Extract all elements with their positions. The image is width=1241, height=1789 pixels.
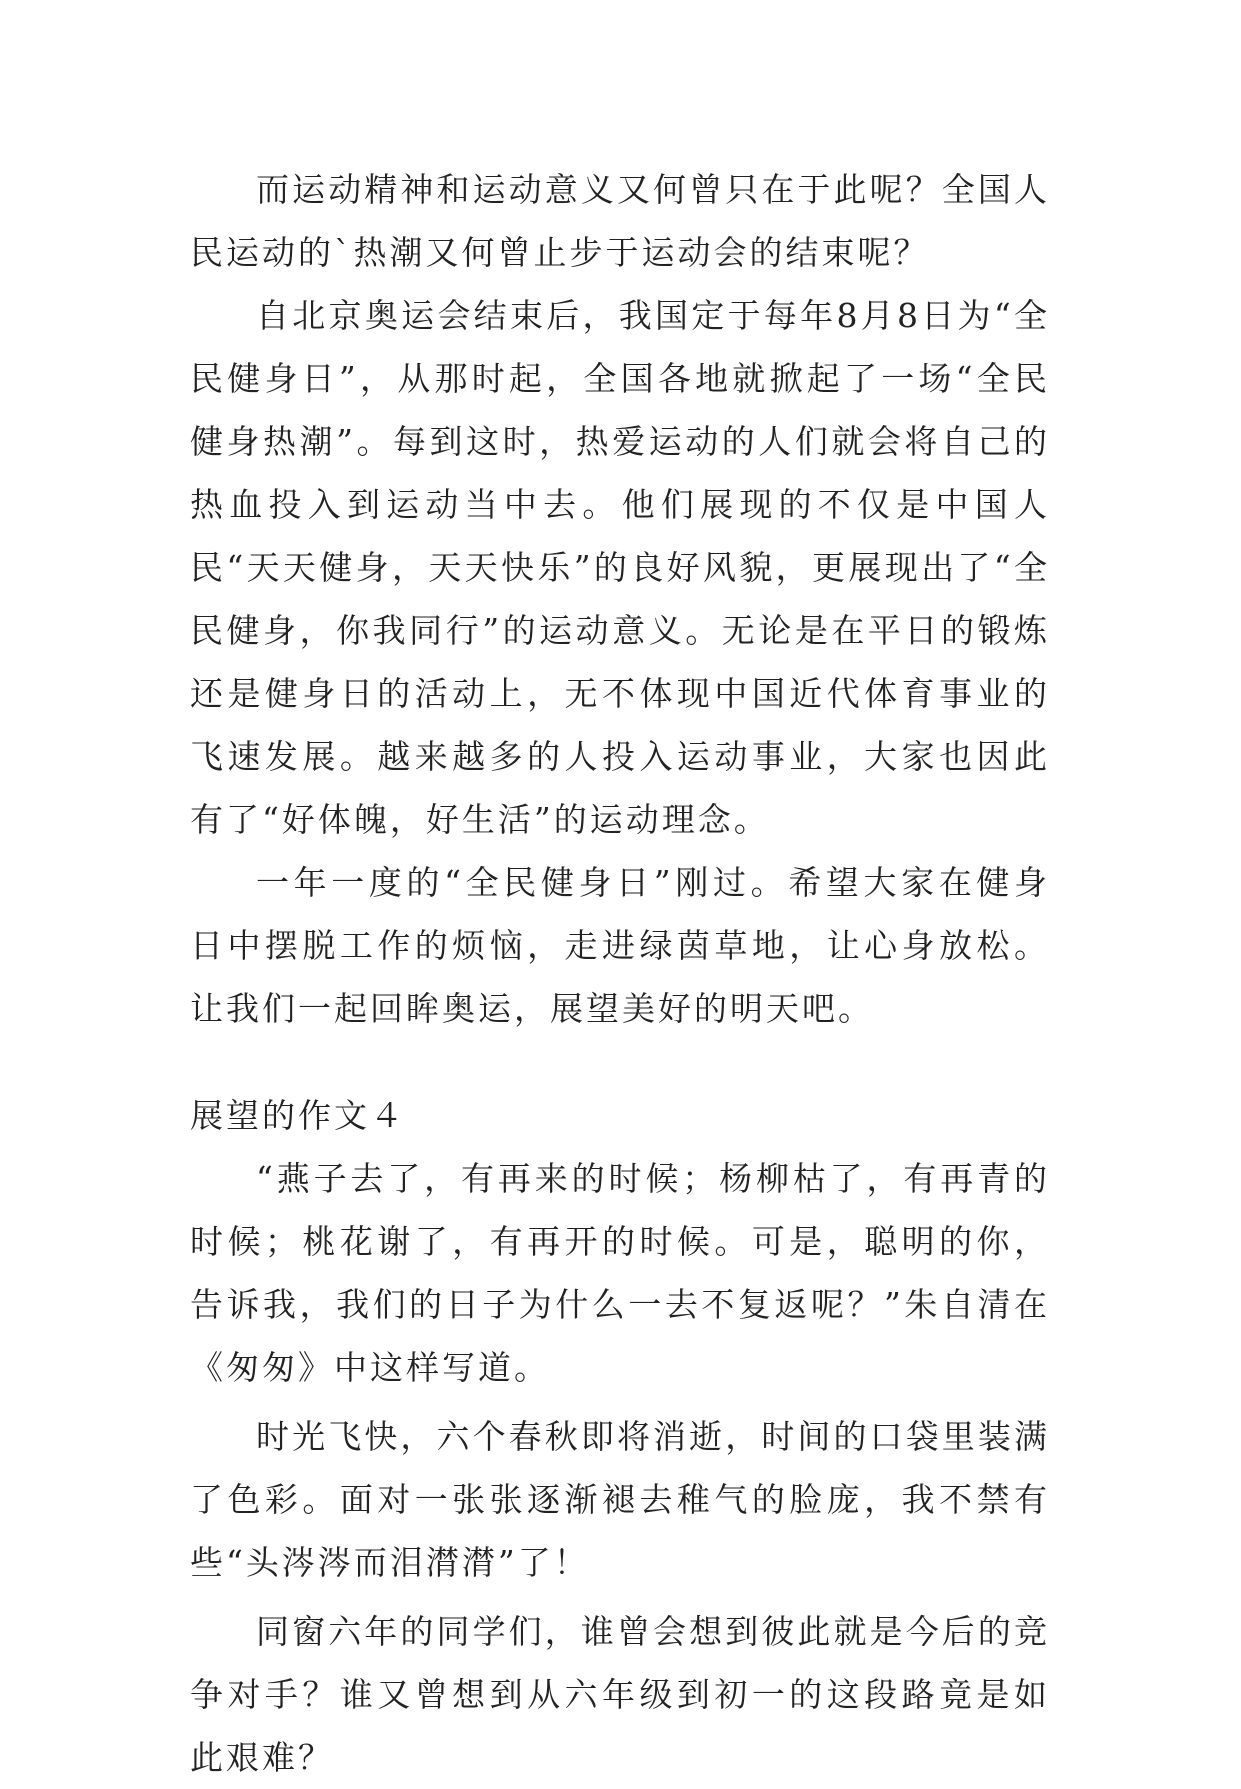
paragraph-1: 而运动精神和运动意义又何曾只在于此呢？全国人民运动的`热潮又何曾止步于运动会的结束呢？ xyxy=(190,170,1050,272)
paragraph-2: 自北京奥运会结束后，我国定于每年8月8日为“全民健身日”，从那时起，全国各地就掀起了一场“全民健身热潮”。每到这时，热爱运动的人们就会将自己的热血投入到运动当中去。他们展现的不仅是中国人民“天天健身，天天快乐”的良好风貌，更展现出了“全民健身，你我同行”的运动意义。无论是在平日的锻炼还是健身日的活动上，无不体现中国近代体育事业的飞速发展。越来越多的人投入运动事业，大家也因此有了“好体魄，好生活”的运动理念。 xyxy=(190,296,1050,839)
paragraph-6: 同窗六年的同学们，谁曾会想到彼此就是今后的竞争对手？谁又曾想到从六年级到初一的这段路竟是如此艰难？ xyxy=(190,1612,1050,1777)
paragraph-3: 一年一度的“全民健身日”刚过。希望大家在健身日中摆脱工作的烦恼，走进绿茵草地，让心身放松。让我们一起回眸奥运，展望美好的明天吧。 xyxy=(190,863,1050,1028)
section-title: 展望的作文４ xyxy=(190,1096,406,1135)
paragraph-4: “燕子去了，有再来的时候；杨柳枯了，有再青的时候；桃花谢了，有再开的时候。可是，聪明的你，告诉我，我们的日子为什么一去不复返呢？”朱自清在《匆匆》中这样写道。 xyxy=(190,1159,1050,1387)
paragraph-5: 时光飞快，六个春秋即将消逝，时间的口袋里装满了色彩。面对一张张逐渐褪去稚气的脸庞，我不禁有些“头涔涔而泪潸潸”了！ xyxy=(190,1417,1050,1582)
document-body xyxy=(190,158,1050,1789)
